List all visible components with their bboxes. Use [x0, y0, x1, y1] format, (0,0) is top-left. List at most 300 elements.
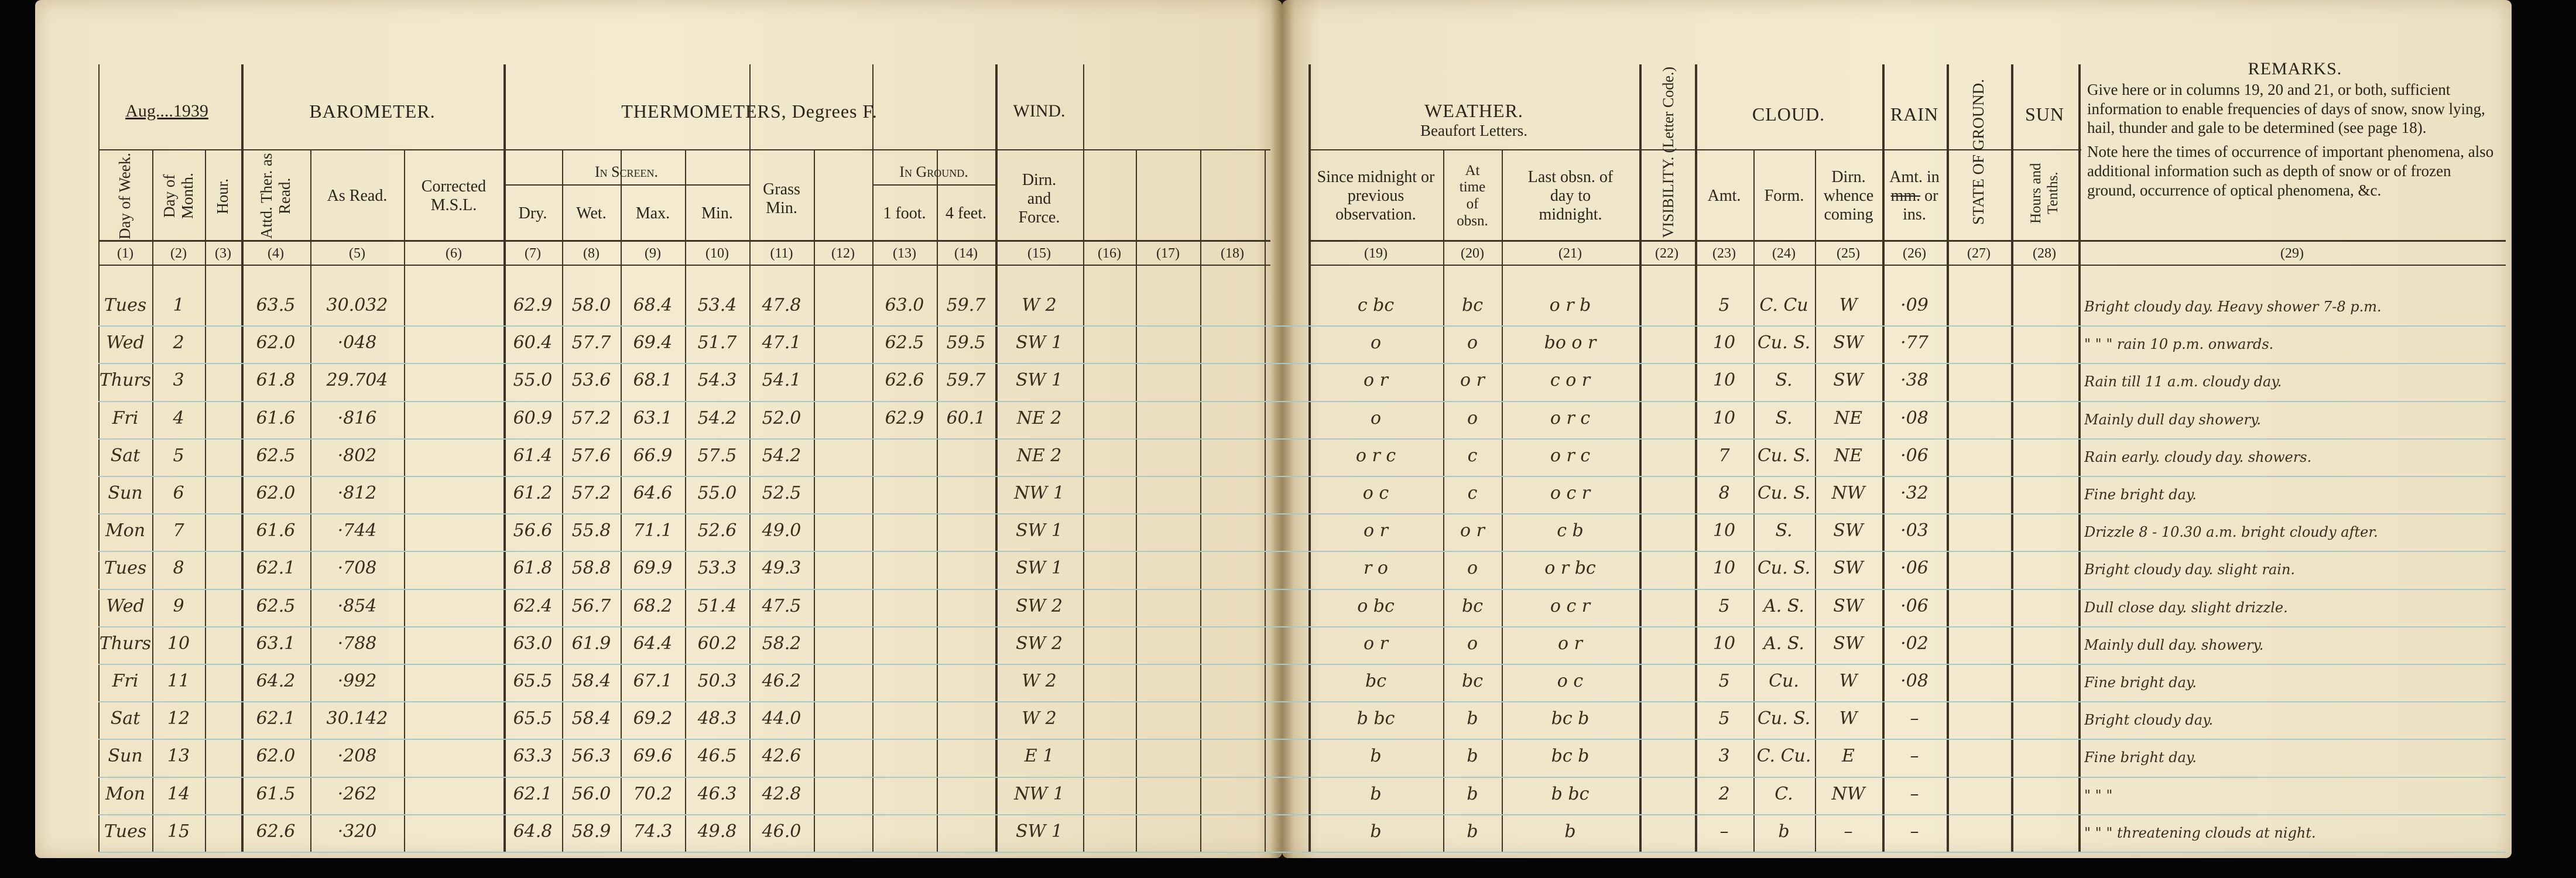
cloud-form-cell: A. S.	[1763, 595, 1804, 616]
col-wind-dirn-force-header: Dirn. and Force.	[1018, 170, 1060, 227]
barometer-reading-cell: ·854	[337, 595, 377, 616]
attd-ther-cell: 63.5	[256, 295, 296, 315]
weather-last-cell: b bc	[1551, 783, 1590, 804]
dry-temp-cell: 61.4	[513, 445, 553, 466]
column-number: (29)	[2280, 246, 2304, 261]
cloud-form-cell: S.	[1775, 370, 1793, 391]
cloud-dirn-cell: NW	[1831, 483, 1865, 503]
day-of-week-cell: Mon	[105, 783, 146, 804]
min-temp-cell: 51.7	[697, 332, 737, 354]
day-of-week-cell: Tues	[104, 558, 147, 579]
col-min-header: Min.	[701, 204, 733, 222]
rain-amt-cell: ·03	[1900, 520, 1928, 541]
remark-cell: " " " rain 10 p.m. onwards.	[2084, 336, 2274, 353]
rain-amt-cell: ·02	[1900, 633, 1928, 654]
column-number: (12)	[831, 246, 855, 261]
column-number: (25)	[1837, 246, 1860, 261]
max-temp-cell: 69.6	[633, 746, 673, 767]
grass-min-cell: 47.1	[762, 332, 801, 354]
rain-amt-cell: –	[1910, 708, 1919, 729]
column-number: (21)	[1558, 246, 1582, 261]
wind-cell: E 1	[1024, 746, 1054, 767]
remark-cell: " " "	[2084, 787, 2113, 804]
min-temp-cell: 50.3	[697, 671, 737, 691]
grass-min-cell: 54.1	[762, 370, 801, 391]
ruled-line	[98, 589, 2506, 590]
wet-temp-cell: 57.2	[571, 483, 611, 503]
grass-min-cell: 46.0	[762, 821, 801, 842]
wind-cell: W 2	[1022, 671, 1057, 691]
wet-temp-cell: 58.0	[571, 295, 611, 315]
day-of-week-cell: Mon	[105, 520, 146, 541]
attd-ther-cell: 62.0	[256, 332, 296, 354]
grass-min-cell: 49.3	[762, 558, 801, 579]
cloud-form-cell: Cu. S.	[1757, 708, 1811, 729]
wind-cell: W 2	[1022, 708, 1057, 729]
max-temp-cell: 69.4	[633, 332, 673, 354]
cloud-dirn-cell: W	[1839, 708, 1858, 729]
min-temp-cell: 55.0	[697, 483, 737, 503]
rain-amt-cell: ·08	[1900, 671, 1928, 691]
wet-temp-cell: 56.0	[571, 783, 611, 804]
grass-min-cell: 49.0	[762, 520, 801, 541]
min-temp-cell: 53.4	[697, 295, 737, 315]
ruled-line	[98, 739, 2506, 740]
column-number: (8)	[583, 246, 600, 261]
barometer-reading-cell: ·744	[337, 520, 377, 541]
day-of-month-cell: 13	[167, 746, 190, 767]
barometer-reading-cell: ·788	[337, 633, 377, 654]
weather-heading: WEATHER. Beaufort Letters.	[1420, 100, 1527, 139]
thermometers-heading: THERMOMETERS, Degrees F.	[621, 100, 878, 122]
min-temp-cell: 46.3	[697, 783, 737, 804]
day-of-month-cell: 14	[167, 783, 190, 804]
remark-cell: Fine bright day.	[2084, 749, 2197, 766]
weather-at-cell: b	[1467, 746, 1478, 767]
column-number: (16)	[1098, 246, 1121, 261]
grass-min-cell: 47.5	[762, 595, 801, 616]
cloud-amt-cell: 5	[1718, 671, 1730, 691]
ruled-line	[98, 363, 2506, 364]
col-attd-ther-header: Attd. Ther. as Read.	[257, 153, 293, 239]
remarks-heading: REMARKS. Give here or in columns 19, 20 and 21, or both, sufficient information to enable frequencies of days of snow, snow lying, hail, thunder and gale to be determined (see page 18). Note here the times of occurrence of important phenomena, also additional information such as depth of snow or of frozen ground, occurrence of optical phenomena, &c.	[2087, 59, 2503, 200]
dry-temp-cell: 61.2	[513, 483, 553, 503]
wind-cell: SW 1	[1015, 332, 1063, 354]
col-corrected-header: Corrected M.S.L.	[421, 177, 487, 214]
rain-amt-cell: ·77	[1900, 332, 1928, 354]
wind-cell: SW 1	[1015, 821, 1063, 842]
day-of-month-cell: 6	[173, 483, 184, 503]
col-sun-hours-header: Hours and Tenths.	[2027, 163, 2061, 224]
ruled-line	[98, 513, 2506, 515]
ground-4ft-cell: 59.7	[946, 295, 986, 315]
col-one-foot-header: 1 foot.	[883, 204, 926, 222]
col-hour-header: Hour.	[214, 178, 232, 214]
day-of-month-cell: 10	[167, 633, 190, 654]
weather-since-cell: o	[1370, 407, 1382, 428]
barometer-reading-cell: ·208	[337, 746, 377, 767]
min-temp-cell: 51.4	[697, 595, 737, 616]
cloud-amt-cell: 8	[1718, 483, 1730, 503]
day-of-week-cell: Tues	[104, 821, 147, 842]
remark-cell: Bright cloudy day.	[2084, 712, 2214, 729]
day-of-week-cell: Thurs	[99, 370, 152, 391]
col-at-time-header: At time of obsn.	[1457, 162, 1488, 229]
grid-vline	[2078, 64, 2081, 852]
ground-1ft-cell: 62.6	[885, 370, 924, 391]
rain-heading: RAIN	[1890, 103, 1939, 125]
barometer-reading-cell: ·992	[337, 671, 377, 691]
day-of-month-cell: 11	[167, 671, 190, 691]
attd-ther-cell: 62.6	[256, 821, 296, 842]
weather-since-cell: o r	[1364, 520, 1388, 541]
grass-min-cell: 52.5	[762, 483, 801, 503]
weather-at-cell: o r	[1460, 520, 1485, 541]
column-number: (3)	[215, 246, 231, 261]
day-of-week-cell: Sat	[110, 445, 141, 466]
attd-ther-cell: 63.1	[256, 633, 296, 654]
rain-amt-cell: ·06	[1900, 445, 1928, 466]
ground-4ft-cell: 60.1	[946, 407, 986, 428]
ruled-line	[98, 852, 2506, 853]
wet-temp-cell: 53.6	[571, 370, 611, 391]
weather-since-cell: o r	[1364, 370, 1388, 391]
column-number: (4)	[268, 246, 284, 261]
column-number: (24)	[1772, 246, 1796, 261]
weather-since-cell: b	[1370, 746, 1382, 767]
weather-since-cell: r o	[1364, 558, 1388, 579]
rain-amt-cell: –	[1910, 783, 1919, 804]
attd-ther-cell: 62.1	[256, 558, 296, 579]
attd-ther-cell: 61.6	[256, 407, 296, 428]
col-as-read-header: As Read.	[327, 186, 388, 205]
grass-min-cell: 44.0	[762, 708, 801, 729]
column-number: (7)	[525, 246, 541, 261]
day-of-month-cell: 3	[173, 370, 184, 391]
barometer-reading-cell: 30.032	[326, 295, 388, 315]
wet-temp-cell: 58.4	[571, 671, 611, 691]
max-temp-cell: 69.2	[633, 708, 673, 729]
col-four-feet-header: 4 feet.	[946, 204, 986, 222]
weather-at-cell: c	[1467, 483, 1478, 503]
min-temp-cell: 52.6	[697, 520, 737, 541]
cloud-form-cell: b	[1778, 821, 1790, 842]
weather-at-cell: bc	[1461, 671, 1483, 691]
wet-temp-cell: 57.2	[571, 407, 611, 428]
weather-last-cell: o c	[1557, 671, 1584, 691]
ruled-line	[98, 438, 2506, 440]
day-of-week-cell: Tues	[104, 295, 147, 315]
wind-cell: SW 2	[1015, 633, 1063, 654]
attd-ther-cell: 61.5	[256, 783, 296, 804]
ruled-line	[98, 551, 2506, 552]
weather-at-cell: c	[1467, 445, 1478, 466]
remark-cell: Fine bright day.	[2084, 486, 2197, 503]
cloud-dirn-cell: –	[1844, 821, 1853, 842]
wet-temp-cell: 55.8	[571, 520, 611, 541]
min-temp-cell: 57.5	[697, 445, 737, 466]
grid-vline	[1265, 149, 1266, 852]
cloud-amt-cell: 5	[1718, 708, 1730, 729]
attd-ther-cell: 62.0	[256, 746, 296, 767]
cloud-dirn-cell: SW	[1833, 558, 1864, 579]
column-number: (10)	[705, 246, 729, 261]
dry-temp-cell: 60.9	[513, 407, 553, 428]
day-of-month-cell: 5	[173, 445, 184, 466]
max-temp-cell: 68.2	[633, 595, 673, 616]
day-of-month-cell: 1	[173, 295, 184, 315]
max-temp-cell: 67.1	[633, 671, 673, 691]
col-rain-amt-header: Amt. in mm. or ins.	[1889, 167, 1940, 224]
min-temp-cell: 46.5	[697, 746, 737, 767]
cloud-amt-cell: 2	[1718, 783, 1730, 804]
day-of-week-cell: Thurs	[99, 633, 152, 654]
cloud-form-cell: A. S.	[1763, 633, 1804, 654]
wet-temp-cell: 56.3	[571, 746, 611, 767]
cloud-form-cell: C. Cu.	[1756, 746, 1811, 767]
cloud-dirn-cell: SW	[1833, 633, 1864, 654]
ground-4ft-cell: 59.5	[946, 332, 986, 354]
barometer-reading-cell: ·816	[337, 407, 377, 428]
ruled-line	[98, 476, 2506, 477]
cloud-form-cell: Cu. S.	[1757, 483, 1811, 503]
cloud-form-cell: C.	[1775, 783, 1793, 804]
attd-ther-cell: 62.5	[256, 595, 296, 616]
wet-temp-cell: 56.7	[571, 595, 611, 616]
grid-vline	[1200, 149, 1201, 852]
month-year-label: Aug....1939	[125, 101, 208, 121]
weather-since-cell: o r c	[1355, 445, 1396, 466]
col-max-header: Max.	[635, 204, 670, 222]
dry-temp-cell: 62.4	[513, 595, 553, 616]
rain-amt-cell: ·08	[1900, 407, 1928, 428]
column-number: (26)	[1903, 246, 1926, 261]
col-cloud-form-header: Form.	[1764, 186, 1804, 205]
cloud-dirn-cell: NE	[1834, 407, 1863, 428]
ruled-line	[98, 664, 2506, 665]
remark-cell: Bright cloudy day. slight rain.	[2084, 561, 2296, 578]
grass-min-cell: 42.6	[762, 746, 801, 767]
cloud-dirn-cell: W	[1839, 295, 1858, 315]
wet-temp-cell: 58.9	[571, 821, 611, 842]
day-of-week-cell: Sun	[108, 483, 143, 503]
dry-temp-cell: 65.5	[513, 708, 553, 729]
weather-last-cell: b	[1564, 821, 1576, 842]
weather-last-cell: o r bc	[1544, 558, 1596, 579]
column-number: (2)	[170, 246, 187, 261]
wind-cell: W 2	[1022, 295, 1057, 315]
barometer-heading: BAROMETER.	[309, 100, 436, 122]
cloud-amt-cell: –	[1719, 821, 1729, 842]
rain-amt-cell: –	[1910, 746, 1919, 767]
day-of-month-cell: 8	[173, 558, 184, 579]
cloud-dirn-cell: SW	[1833, 332, 1864, 354]
wet-temp-cell: 58.4	[571, 708, 611, 729]
cloud-amt-cell: 10	[1712, 370, 1736, 391]
weather-last-cell: o r c	[1550, 407, 1591, 428]
wind-cell: SW 1	[1015, 520, 1063, 541]
weather-last-cell: o r	[1558, 633, 1582, 654]
cloud-form-cell: S.	[1775, 407, 1793, 428]
day-of-month-cell: 2	[173, 332, 184, 354]
ground-1ft-cell: 62.9	[885, 407, 924, 428]
ruled-line	[98, 701, 2506, 702]
cloud-amt-cell: 10	[1712, 407, 1736, 428]
grass-min-cell: 42.8	[762, 783, 801, 804]
attd-ther-cell: 64.2	[256, 671, 296, 691]
column-number: (15)	[1027, 246, 1051, 261]
weather-at-cell: o r	[1460, 370, 1485, 391]
weather-last-cell: bc b	[1551, 708, 1590, 729]
ruled-line	[98, 401, 2506, 402]
dry-temp-cell: 62.9	[513, 295, 553, 315]
remark-cell: Mainly dull day showery.	[2084, 411, 2261, 428]
wind-cell: NW 1	[1014, 483, 1064, 503]
remark-cell: Bright cloudy day. Heavy shower 7-8 p.m.	[2084, 299, 2382, 315]
weather-last-cell: o c r	[1550, 483, 1591, 503]
rain-amt-cell: ·06	[1900, 558, 1928, 579]
rain-amt-cell: ·09	[1900, 295, 1928, 315]
barometer-reading-cell: 30.142	[326, 708, 388, 729]
attd-ther-cell: 61.8	[256, 370, 296, 391]
cloud-amt-cell: 5	[1718, 595, 1730, 616]
cloud-amt-cell: 7	[1718, 445, 1730, 466]
column-number: (20)	[1461, 246, 1484, 261]
cloud-form-cell: Cu.	[1769, 671, 1799, 691]
grass-min-cell: 52.0	[762, 407, 801, 428]
weather-at-cell: bc	[1461, 595, 1483, 616]
min-temp-cell: 48.3	[697, 708, 737, 729]
cloud-heading: CLOUD.	[1752, 103, 1825, 125]
column-number: (9)	[645, 246, 661, 261]
max-temp-cell: 68.1	[633, 370, 673, 391]
ruled-line	[98, 325, 2506, 327]
day-of-week-cell: Fri	[112, 407, 139, 428]
weather-at-cell: o	[1467, 558, 1478, 579]
attd-ther-cell: 62.5	[256, 445, 296, 466]
cloud-amt-cell: 10	[1712, 558, 1736, 579]
day-of-week-cell: Wed	[106, 595, 145, 616]
weather-since-cell: c bc	[1357, 295, 1395, 315]
column-number: (22)	[1655, 246, 1678, 261]
wind-cell: NE 2	[1016, 445, 1062, 466]
sun-heading: SUN	[2025, 103, 2064, 125]
day-of-month-cell: 4	[173, 407, 184, 428]
day-of-week-cell: Sun	[108, 746, 143, 767]
rain-amt-cell: ·38	[1900, 370, 1928, 391]
attd-ther-cell: 61.6	[256, 520, 296, 541]
weather-since-cell: b bc	[1356, 708, 1395, 729]
weather-last-cell: bo o r	[1544, 332, 1597, 354]
rain-amt-cell: –	[1910, 821, 1919, 842]
barometer-reading-cell: ·320	[337, 821, 377, 842]
remark-cell: Mainly dull day. showery.	[2084, 636, 2264, 653]
grid-vline	[1083, 64, 1084, 852]
max-temp-cell: 64.4	[633, 633, 673, 654]
dry-temp-cell: 62.1	[513, 783, 553, 804]
max-temp-cell: 70.2	[633, 783, 673, 804]
max-temp-cell: 64.6	[633, 483, 673, 503]
weather-at-cell: b	[1467, 783, 1478, 804]
column-number: (28)	[2033, 246, 2056, 261]
visibility-heading: VISIBILITY. (Letter Code.)	[1660, 66, 1677, 238]
day-of-week-cell: Wed	[106, 332, 145, 354]
column-number: (14)	[954, 246, 978, 261]
min-temp-cell: 49.8	[697, 821, 737, 842]
grass-min-cell: 47.8	[762, 295, 801, 315]
dry-temp-cell: 63.3	[513, 746, 553, 767]
col-since-midnight-header: Since midnight or previous observation.	[1317, 167, 1435, 224]
day-of-month-cell: 12	[167, 708, 190, 729]
column-number: (27)	[1967, 246, 1991, 261]
remark-cell: Drizzle 8 - 10.30 a.m. bright cloudy after.	[2084, 524, 2378, 541]
day-of-month-cell: 15	[167, 821, 190, 842]
wind-cell: SW 1	[1015, 370, 1063, 391]
wet-temp-cell: 57.7	[571, 332, 611, 354]
grass-min-cell: 54.2	[762, 445, 801, 466]
wet-temp-cell: 58.8	[571, 558, 611, 579]
attd-ther-cell: 62.1	[256, 708, 296, 729]
col-cloud-dirn-header: Dirn. whence coming	[1823, 167, 1874, 224]
col-dry-header: Dry.	[518, 204, 547, 222]
cloud-amt-cell: 5	[1718, 295, 1730, 315]
column-number: (19)	[1364, 246, 1388, 261]
rain-amt-cell: ·32	[1900, 483, 1928, 503]
attd-ther-cell: 62.0	[256, 483, 296, 503]
remark-cell: Fine bright day.	[2084, 674, 2197, 691]
weather-since-cell: b	[1370, 821, 1382, 842]
grid-vline	[937, 149, 938, 852]
max-temp-cell: 71.1	[633, 520, 673, 541]
col-day-of-month-header: Day of Month.	[160, 173, 196, 220]
ground-4ft-cell: 59.7	[946, 370, 986, 391]
weather-last-cell: bc b	[1551, 746, 1590, 767]
in-screen-heading: In Screen.	[594, 163, 659, 181]
remarks-instruction-2: Note here the times of occurrence of important phenomena, also additional information such as depth of snow or of frozen ground, occurrence of optical phenomena, &c.	[2087, 143, 2494, 200]
weather-last-cell: o r b	[1549, 295, 1591, 315]
grid-vline	[1639, 64, 1642, 852]
max-temp-cell: 69.9	[633, 558, 673, 579]
wind-cell: SW 2	[1015, 595, 1063, 616]
column-number: (18)	[1221, 246, 1244, 261]
weather-since-cell: b	[1370, 783, 1382, 804]
col-last-obsn-header: Last obsn. of day to midnight.	[1527, 167, 1614, 224]
barometer-reading-cell: 29.704	[326, 370, 388, 391]
weather-last-cell: o r c	[1550, 445, 1591, 466]
grid-hline	[98, 240, 1270, 242]
cloud-form-cell: Cu. S.	[1757, 558, 1811, 579]
weather-at-cell: b	[1467, 708, 1478, 729]
dry-temp-cell: 56.6	[513, 520, 553, 541]
col-day-of-week-header: Day of Week.	[116, 152, 134, 240]
max-temp-cell: 66.9	[633, 445, 673, 466]
day-of-week-cell: Fri	[112, 671, 139, 691]
min-temp-cell: 54.3	[697, 370, 737, 391]
barometer-reading-cell: ·048	[337, 332, 377, 354]
wet-temp-cell: 57.6	[571, 445, 611, 466]
day-of-month-cell: 7	[173, 520, 184, 541]
dry-temp-cell: 60.4	[513, 332, 553, 354]
col-cloud-amt-header: Amt.	[1707, 186, 1741, 205]
ground-1ft-cell: 63.0	[885, 295, 924, 315]
remark-cell: Dull close day. slight drizzle.	[2084, 599, 2288, 616]
remarks-instruction-1: Give here or in columns 19, 20 and 21, or both, sufficient information to enable frequencies of days of snow, snow lying, hail, thunder and gale to be determined (see page 18).	[2087, 80, 2485, 137]
column-number: (5)	[349, 246, 365, 261]
cloud-dirn-cell: E	[1842, 746, 1855, 767]
weather-at-cell: bc	[1461, 295, 1483, 315]
dry-temp-cell: 64.8	[513, 821, 553, 842]
weather-at-cell: o	[1467, 332, 1478, 354]
